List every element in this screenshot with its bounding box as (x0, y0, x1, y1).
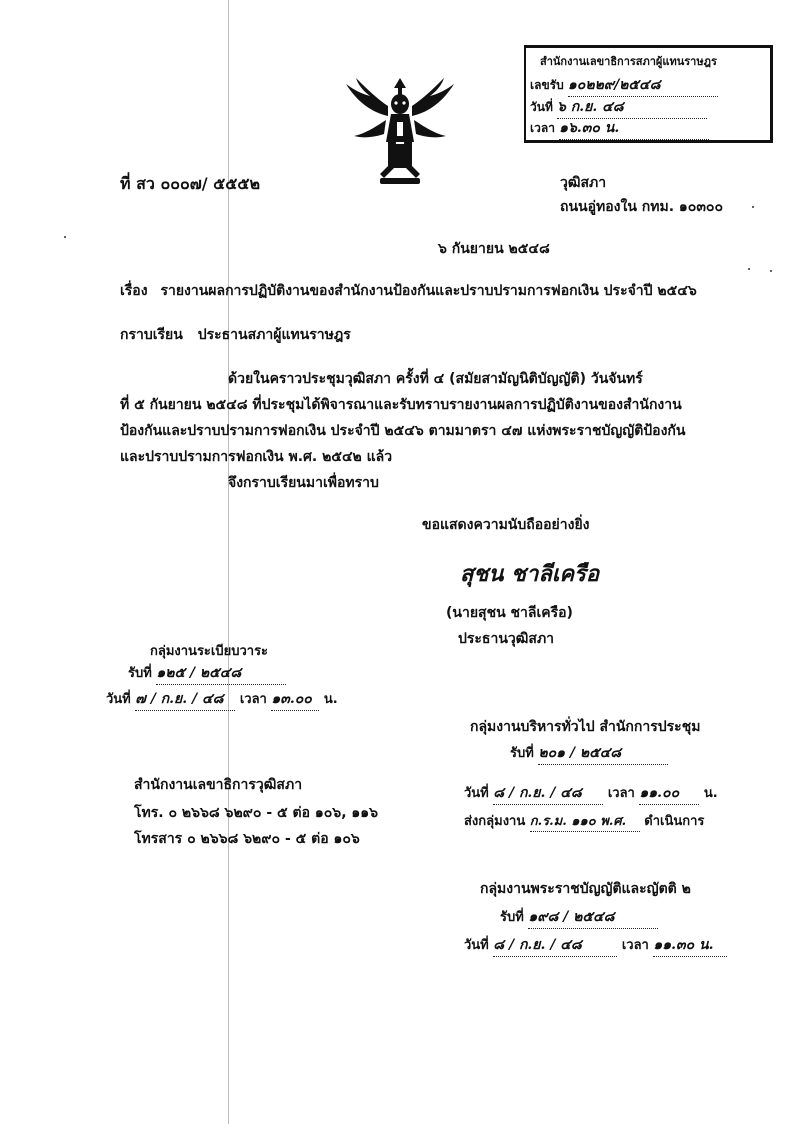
salutation-recipient: ประธานสภาผู้แทนราษฎร (197, 327, 351, 343)
page-fold-line (228, 0, 229, 1124)
subject-line (120, 280, 697, 302)
scan-speck (64, 236, 66, 238)
stamp-date-label: วันที่ (530, 100, 553, 114)
general-stamp-time-unit: น. (703, 786, 718, 801)
agenda-stamp-time-label: เวลา (239, 692, 267, 707)
stamp-rec-row (530, 74, 718, 97)
contact-phone: โทร. ๐ ๒๖๖๘ ๖๒๙๐ - ๕ ต่อ ๑๐๖, ๑๑๖ (134, 805, 379, 821)
general-stamp-date-label: วันที่ (464, 786, 489, 801)
stamp-date-value: ๖ ก.ย. ๔๘ (557, 96, 707, 119)
body-line-3: ป้องกันและปราบปรามการฟอกเงิน ประจำปี ๒๕๔๖ ตามมาตรา ๔๗ แห่งพระราชบัญญัติป้องกัน (120, 423, 686, 439)
stamp-office: สำนักงานเลขาธิการสภาผู้แทนราษฎร (540, 55, 717, 68)
agenda-stamp-rec-label: รับที่ (128, 666, 152, 681)
agenda-stamp-date-row (106, 688, 338, 711)
sender-address: ถนนอู่ทองใน กทม. ๑๐๓๐๐ (560, 199, 723, 215)
general-stamp-rec-row (510, 742, 668, 765)
signatory-title: ประธานวุฒิสภา (458, 631, 555, 647)
agenda-stamp-date-value: ๗ / ก.ย. / ๔๘ (135, 688, 235, 711)
general-stamp-group: กลุ่มงานบริหารทั่วไป สำนักการประชุม (470, 719, 701, 735)
agenda-stamp-date-label: วันที่ (106, 692, 131, 707)
general-stamp-date-value: ๘ / ก.ย. / ๔๘ (493, 782, 603, 805)
stamp-rec-value: ๑๐๒๒๙/๒๕๔๘ (568, 74, 718, 97)
contact-fax: โทรสาร ๐ ๒๖๖๘ ๖๒๙๐ - ๕ ต่อ ๑๐๖ (134, 831, 360, 847)
agenda-stamp-rec-value: ๑๒๕ / ๒๕๔๘ (156, 662, 286, 685)
agenda-stamp-time-unit: น. (323, 692, 338, 707)
closing-regards: ขอแสดงความนับถืออย่างยิ่ง (422, 517, 590, 533)
legislation-stamp-date-row (464, 934, 727, 957)
general-stamp-action-label: ดำเนินการ (644, 814, 705, 829)
general-stamp-send-value: ก.ร.ม. ๑๑๐ พ.ศ. (530, 810, 640, 832)
stamp-rec-label: เลขรับ (530, 78, 564, 92)
body-line-5: จึงกราบเรียนมาเพื่อทราบ (228, 475, 379, 491)
general-stamp-time-value: ๑๑.๐๐ (639, 782, 699, 805)
legislation-stamp-group: กลุ่มงานพระราชบัญญัติและญัตติ ๒ (480, 881, 691, 897)
legislation-stamp-rec-value: ๑๙๘ / ๒๕๔๘ (528, 906, 658, 929)
signatory-name: (นายสุชน ชาลีเครือ) (446, 605, 573, 621)
agenda-stamp-rec-row (128, 662, 286, 685)
general-stamp-date-row (464, 782, 718, 805)
general-stamp-rec-value: ๒๐๑ / ๒๕๔๘ (538, 742, 668, 765)
legislation-stamp-rec-row (500, 906, 658, 929)
legislation-stamp-date-label: วันที่ (464, 938, 489, 953)
general-stamp-send-row (464, 810, 704, 832)
scan-speck (770, 270, 772, 272)
sender-organization: วุฒิสภา (560, 175, 607, 191)
legislation-stamp-time-label: เวลา (621, 938, 649, 953)
scan-speck (752, 206, 754, 208)
agenda-stamp-group: กลุ่มงานระเบียบวาระ (150, 644, 269, 659)
body-line-2: ที่ ๕ กันยายน ๒๕๔๘ ที่ประชุมได้พิจารณาและรับทราบรายงานผลการปฏิบัติงานของสำนักงาน (120, 397, 682, 413)
body-line-4: และปราบปรามการฟอกเงิน พ.ศ. ๒๕๔๒ แล้ว (120, 449, 393, 465)
general-stamp-rec-label: รับที่ (510, 746, 534, 761)
general-stamp-time-label: เวลา (607, 786, 635, 801)
garuda-emblem-icon (340, 72, 460, 192)
legislation-stamp-rec-label: รับที่ (500, 910, 524, 925)
document-date: ๖ กันยายน ๒๕๔๘ (438, 241, 550, 257)
subject-text: รายงานผลการปฏิบัติงานของสำนักงานป้องกันและปราบปรามการฟอกเงิน ประจำปี ๒๕๔๖ (160, 283, 697, 299)
stamp-time-value: ๑๖.๓๐ น. (559, 117, 709, 140)
salutation-line (120, 324, 351, 346)
stamp-time-label: เวลา (530, 121, 555, 135)
salutation-label: กราบเรียน (120, 327, 183, 343)
stamp-time-row (530, 117, 709, 140)
general-stamp-send-label: ส่งกลุ่มงาน (464, 814, 526, 829)
receiving-stamp-top (524, 45, 773, 143)
subject-label: เรื่อง (120, 283, 148, 299)
legislation-stamp-time-value: ๑๑.๓๐ น. (653, 934, 727, 957)
contact-office: สำนักงานเลขาธิการวุฒิสภา (134, 777, 303, 793)
stamp-date-row (530, 96, 707, 119)
body-line-1: ด้วยในคราวประชุมวุฒิสภา ครั้งที่ ๔ (สมัยสามัญนิติบัญญัติ) วันจันทร์ (228, 371, 643, 387)
agenda-stamp-time-value: ๑๓.๐๐ (271, 688, 319, 711)
legislation-stamp-date-value: ๘ / ก.ย. / ๔๘ (493, 934, 617, 957)
signature: สุชน ชาลีเครือ (460, 561, 600, 587)
document-number: ที่ สว ๐๐๐๗/ ๕๕๕๒ (120, 174, 261, 193)
scan-speck (748, 268, 750, 270)
